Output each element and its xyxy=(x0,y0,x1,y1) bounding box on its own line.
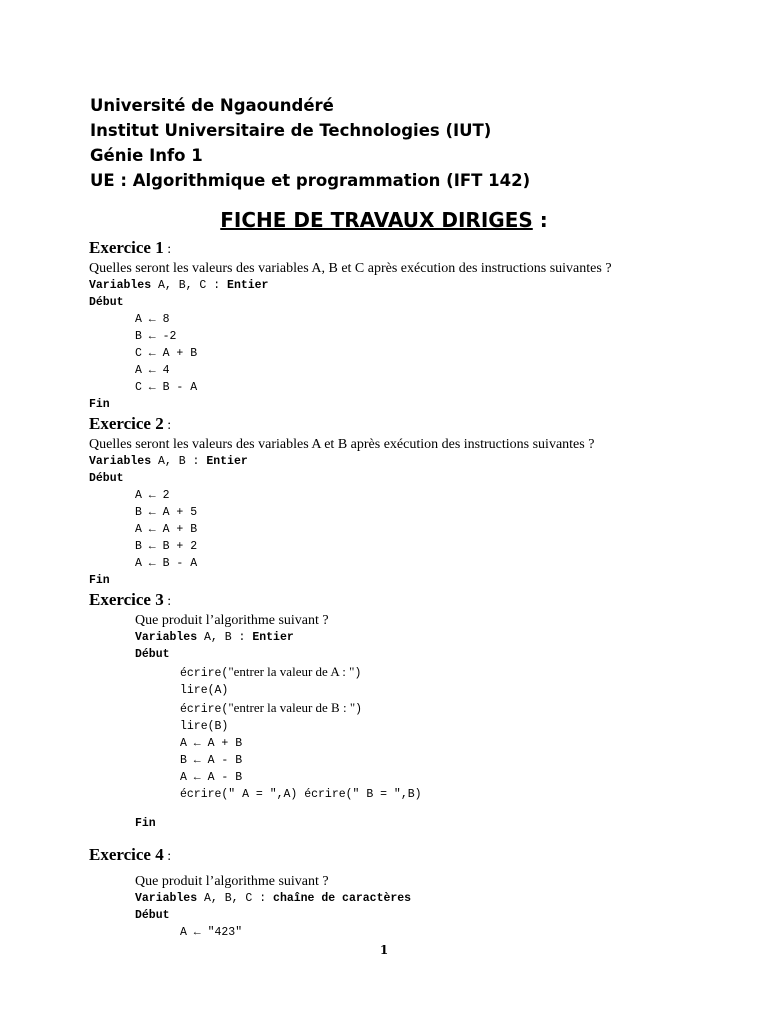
code-line: A ← A - B xyxy=(180,771,243,784)
variables-list: A, B, C : xyxy=(197,892,274,905)
end-keyword: Fin xyxy=(89,574,110,587)
exercises-content xyxy=(89,237,729,941)
variables-declaration xyxy=(89,453,729,470)
exercise-3 xyxy=(89,589,729,832)
course-name: UE : Algorithmique et programmation (IFT 142) xyxy=(90,171,531,190)
code-line: A ← 4 xyxy=(135,364,170,377)
code-line: écrire(" A = ",A) écrire(" B = ",B) xyxy=(180,788,422,801)
code-line-write xyxy=(89,699,729,718)
exercise-title xyxy=(89,413,729,436)
variables-type: Entier xyxy=(206,455,248,468)
page-number: 1 xyxy=(379,943,389,957)
code-line: A ← 2 xyxy=(135,489,170,502)
university-name: Université de Ngaoundéré xyxy=(90,96,334,115)
exercise-colon: : xyxy=(163,849,172,864)
code-line-write xyxy=(89,663,729,682)
variables-list: A, B : xyxy=(197,631,253,644)
exercise-colon: : xyxy=(163,242,172,257)
begin-keyword: Début xyxy=(135,909,170,922)
variables-keyword: Variables xyxy=(135,892,198,905)
end-keyword: Fin xyxy=(89,398,110,411)
variables-keyword: Variables xyxy=(135,631,198,644)
code-line: B ← B + 2 xyxy=(135,540,198,553)
exercise-title xyxy=(89,237,729,260)
document-header xyxy=(90,93,530,193)
code-line: B ← -2 xyxy=(135,330,177,343)
code-line: A ← A + B xyxy=(180,737,243,750)
end-keyword: Fin xyxy=(135,817,156,830)
write-paren: ) xyxy=(355,703,363,716)
variables-list: A, B : xyxy=(151,455,207,468)
variables-keyword: Variables xyxy=(89,279,152,292)
code-line: B ← A - B xyxy=(180,754,243,767)
program-name: Génie Info 1 xyxy=(90,146,203,165)
begin-keyword: Début xyxy=(89,472,124,485)
institute-name: Institut Universitaire de Technologies (IUT) xyxy=(90,121,492,140)
exercise-label: Exercice 3 xyxy=(89,590,164,609)
exercise-question: Que produit l’algorithme suivant ? xyxy=(135,613,329,628)
exercise-1 xyxy=(89,237,729,413)
write-string: "entrer la valeur de B : " xyxy=(228,700,356,715)
variables-type: Entier xyxy=(252,631,294,644)
variables-keyword: Variables xyxy=(89,455,152,468)
code-line: A ← B - A xyxy=(135,557,198,570)
exercise-2 xyxy=(89,413,729,589)
code-line: lire(B) xyxy=(180,720,229,733)
exercise-question: Quelles seront les valeurs des variables A et B après exécution des instructions suivantes ? xyxy=(89,437,595,452)
exercise-4 xyxy=(89,844,729,941)
exercise-title xyxy=(89,589,729,612)
begin-keyword: Début xyxy=(89,296,124,309)
code-line: A ← "423" xyxy=(180,926,243,939)
variables-list: A, B, C : xyxy=(151,279,228,292)
write-paren: ) xyxy=(354,667,362,680)
exercise-question: Quelles seront les valeurs des variables A, B et C après exécution des instructions suivantes ? xyxy=(89,261,612,276)
variables-declaration xyxy=(89,890,729,907)
page-title xyxy=(0,206,768,234)
write-function: écrire( xyxy=(180,703,229,716)
code-line: lire(A) xyxy=(180,684,229,697)
exercise-label: Exercice 1 xyxy=(89,238,164,257)
write-string: "entrer la valeur de A : " xyxy=(228,664,355,679)
exercise-label: Exercice 4 xyxy=(89,845,164,864)
code-line: A ← 8 xyxy=(135,313,170,326)
title-text: FICHE DE TRAVAUX DIRIGES xyxy=(220,208,533,232)
variables-declaration xyxy=(89,277,729,294)
exercise-colon: : xyxy=(163,418,172,433)
exercise-colon: : xyxy=(163,594,172,609)
code-line: C ← A + B xyxy=(135,347,198,360)
code-line: B ← A + 5 xyxy=(135,506,198,519)
begin-keyword: Début xyxy=(135,648,170,661)
title-suffix: : xyxy=(532,208,548,232)
variables-type: Entier xyxy=(227,279,269,292)
write-function: écrire( xyxy=(180,667,229,680)
code-line: A ← A + B xyxy=(135,523,198,536)
exercise-question: Que produit l’algorithme suivant ? xyxy=(135,874,329,889)
code-line: C ← B - A xyxy=(135,381,198,394)
exercise-label: Exercice 2 xyxy=(89,414,164,433)
exercise-title xyxy=(89,844,729,867)
variables-declaration xyxy=(89,629,729,646)
variables-type: chaîne de caractères xyxy=(273,892,412,905)
